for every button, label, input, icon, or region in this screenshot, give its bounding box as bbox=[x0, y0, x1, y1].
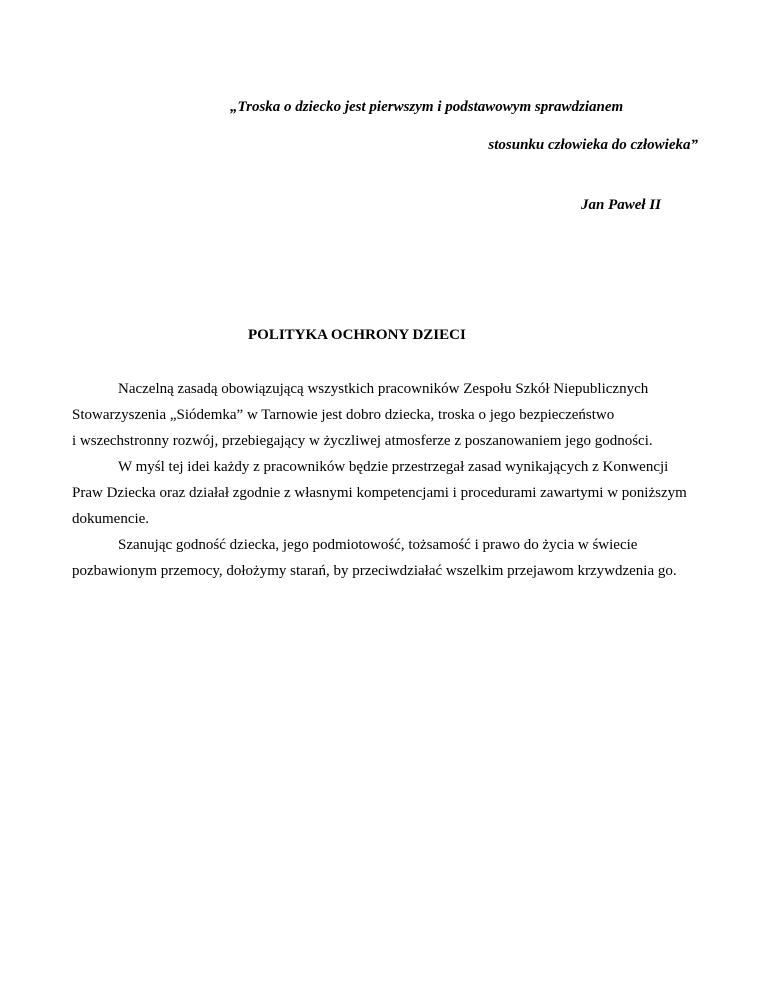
epigraph-line-1: „Troska o dziecko jest pierwszym i podstawowym sprawdzianem bbox=[230, 99, 624, 115]
epigraph-line-2: stosunku człowieka do człowieka” bbox=[488, 137, 698, 153]
paragraph-1-line-1: Naczelną zasadą obowiązującą wszystkich pracowników Zespołu Szkół Niepublicznych bbox=[118, 381, 649, 397]
paragraph-3-line-2: pozbawionym przemocy, dołożymy starań, by przeciwdziałać wszelkim przejawom krzywdzenia go. bbox=[72, 563, 677, 579]
paragraph-1-line-2: Stowarzyszenia „Siódemka” w Tarnowie jest dobro dziecka, troska o jego bezpieczeństwo bbox=[72, 407, 615, 423]
paragraph-3-line-1: Szanując godność dziecka, jego podmiotowość, tożsamość i prawo do życia w świecie bbox=[118, 537, 638, 553]
epigraph-author: Jan Paweł II bbox=[580, 197, 661, 213]
paragraph-1-line-3: i wszechstronny rozwój, przebiegający w życzliwej atmosferze z poszanowaniem jego godności. bbox=[72, 433, 653, 449]
paragraph-2-line-3: dokumencie. bbox=[72, 511, 150, 527]
paragraph-2-line-1: W myśl tej idei każdy z pracowników będzie przestrzegał zasad wynikających z Konwencji bbox=[118, 459, 669, 475]
paragraph-2-line-2: Praw Dziecka oraz działał zgodnie z własnymi kompetencjami i procedurami zawartymi w poniższym bbox=[72, 485, 687, 501]
document-title: POLITYKA OCHRONY DZIECI bbox=[248, 327, 466, 343]
